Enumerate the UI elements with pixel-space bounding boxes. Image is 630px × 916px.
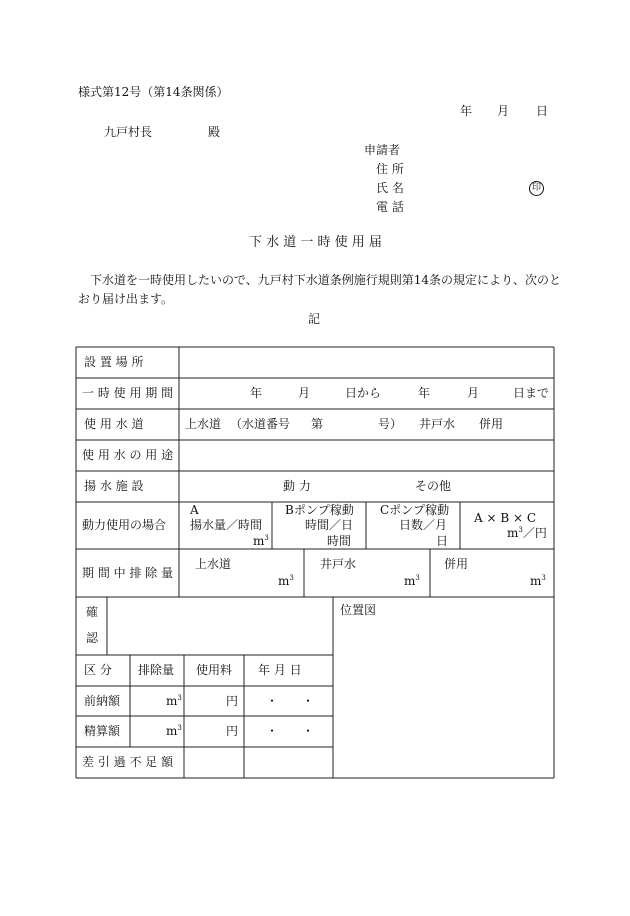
period-from: 日から [345,386,382,400]
body-line-2: おり届け出ます。 [78,292,174,306]
prepaid-unit-m: $m^3$ [166,694,182,708]
fees-header-fee: 使用料 [196,663,233,677]
document-title: 下 水 道 一 時 使 用 届 [249,235,382,250]
location-field[interactable] [180,348,553,377]
fees-header-category: 区 分 [84,663,112,677]
applicant-phone-label: 電 話 [376,200,404,214]
date-month: 月 [497,104,510,118]
body-line-1: 下水道を一時使用したいので、九戸村下水道条例施行規則第14条の規定により、次のと [90,273,562,287]
location-label: 設 置 場 所 [84,355,144,369]
period-label: 一 時 使 用 期 間 [82,386,174,400]
water-number-open: （水道番号 [230,417,291,431]
settled-label: 精算額 [84,724,121,738]
fees-header-discharge: 排除量 [138,663,175,677]
power-b-unit-2: 時間 [327,534,352,548]
power-b-unit-1: 時間／日 [305,518,354,532]
settled-unit-m: $m^3$ [166,724,182,738]
discharge-well-unit: $m^3$ [404,574,420,588]
map-label: 位置図 [340,603,377,617]
settled-unit-yen: 円 [226,724,239,738]
discharge-label: 期 間 中 排 除 量 [82,566,174,580]
discharge-waterworks: 上水道 [195,557,232,571]
prepaid-unit-yen: 円 [226,694,239,708]
date-day: 日 [536,104,549,118]
power-formula-unit: $m^3/$円 [507,526,547,540]
fees-header-date: 年 月 日 [258,663,302,677]
pumping-power: 動 力 [283,479,311,493]
power-a-label: 揚水量／時間 [190,518,263,532]
water-number-close: 号） [378,417,403,431]
power-b-label: Bポンプ稼動 [285,503,354,517]
power-c-label: Cポンプ稼動 [380,503,450,517]
discharge-waterworks-unit: $m^3$ [278,574,294,588]
power-a-unit: $m^3$ [253,534,269,548]
prepaid-date-dots: ・ ・ [266,694,315,708]
power-c-unit-2: 日 [436,534,449,548]
power-a-title: A [190,503,199,517]
settled-date-dots: ・ ・ [266,724,315,738]
purpose-field[interactable] [180,441,553,470]
water-number-no: 第 [311,417,324,431]
prepaid-label: 前納額 [84,694,121,708]
period-month-2: 月 [467,386,480,400]
discharge-combined-unit: $m^3$ [530,574,546,588]
pumping-label: 揚 水 施 設 [84,479,144,493]
map-area[interactable] [334,620,553,777]
confirm-label-2: 認 [86,631,99,645]
period-year-1: 年 [250,386,263,400]
period-until: 日まで [513,386,550,400]
form-number: 様式第12号（第14条関係） [78,85,229,99]
water-label: 使 用 水 道 [84,417,144,431]
discharge-combined: 併用 [444,557,469,571]
purpose-label: 使 用 水 の 用 途 [82,448,174,462]
applicant-label: 申請者 [364,143,401,157]
ki-label: 記 [308,312,321,326]
applicant-address-label: 住 所 [376,162,404,176]
period-year-2: 年 [418,386,431,400]
date-year: 年 [460,104,473,118]
seal-icon: 印 [529,179,544,196]
difference-label: 差 引 過 不 足 額 [82,755,174,769]
power-formula: A × B × C [474,511,537,525]
confirm-label-1: 確 [86,605,99,619]
water-waterworks: 上水道 [185,417,222,431]
applicant-name-label: 氏 名 [376,181,404,195]
addressee-suffix: 殿 [208,125,221,139]
power-c-unit-1: 日数／月 [399,518,448,532]
water-well: 井戸水 [419,417,456,431]
period-month-1: 月 [298,386,311,400]
pumping-other: その他 [415,479,452,493]
discharge-well: 井戸水 [320,557,357,571]
power-use-label: 動力使用の場合 [82,518,167,532]
addressee: 九戸村長 [104,125,153,139]
water-combined: 併用 [479,417,504,431]
